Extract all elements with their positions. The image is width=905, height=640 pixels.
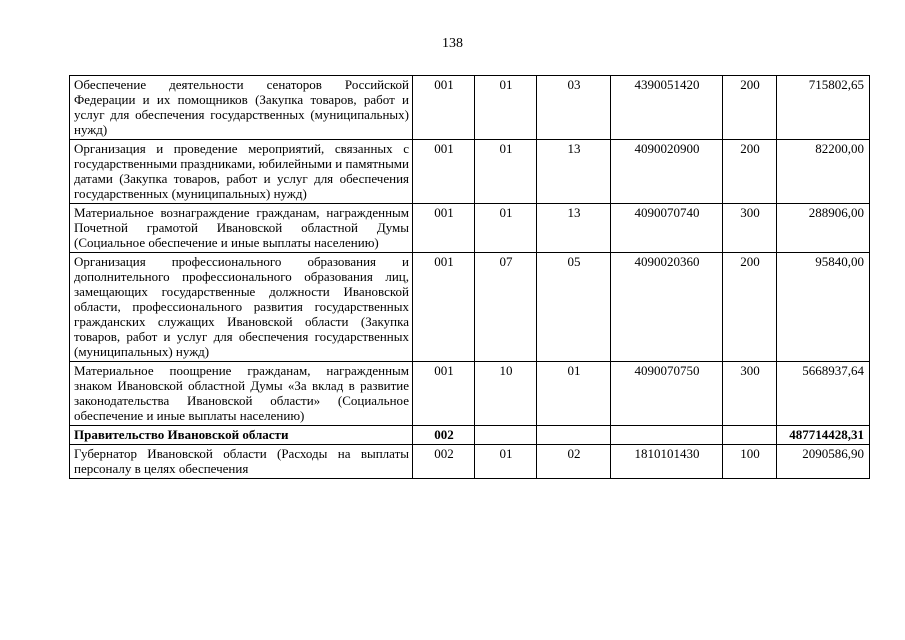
- subsection-code: 13: [537, 204, 611, 253]
- expense-name: Организация и проведение мероприятий, связанных с государственными праздниками, юбилейными и памятными датами (Закупка товаров, работ и услуг для обеспечения государственных (муниципальных) нужд): [70, 140, 413, 204]
- expense-name: Обеспечение деятельности сенаторов Российской Федерации и их помощников (Закупка товаров, работ и услуг для обеспечения государственных (муниципальных) нужд): [70, 76, 413, 140]
- section-code: 01: [475, 445, 537, 479]
- expense-name: Правительство Ивановской области: [70, 426, 413, 445]
- table-row-total: [70, 426, 870, 445]
- expense-type-code: 200: [723, 140, 777, 204]
- admin-code: 001: [413, 253, 475, 362]
- admin-code: 001: [413, 362, 475, 426]
- admin-code: 001: [413, 140, 475, 204]
- admin-code: 001: [413, 204, 475, 253]
- table-row: [70, 253, 870, 362]
- expense-type-code: 300: [723, 204, 777, 253]
- admin-code: 001: [413, 76, 475, 140]
- amount: 95840,00: [777, 253, 870, 362]
- admin-code: 002: [413, 445, 475, 479]
- amount: 2090586,90: [777, 445, 870, 479]
- expense-type-code: 200: [723, 76, 777, 140]
- subsection-code: 02: [537, 445, 611, 479]
- page-number: 138: [442, 36, 463, 51]
- subsection-code: 01: [537, 362, 611, 426]
- target-article-code: 1810101430: [611, 445, 723, 479]
- budget-table: [69, 75, 870, 479]
- amount: 82200,00: [777, 140, 870, 204]
- target-article-code: 4390051420: [611, 76, 723, 140]
- amount: 288906,00: [777, 204, 870, 253]
- section-code: 01: [475, 204, 537, 253]
- table-row: [70, 204, 870, 253]
- target-article-code: 4090020360: [611, 253, 723, 362]
- section-code: 01: [475, 140, 537, 204]
- table-row: [70, 362, 870, 426]
- section-code: 01: [475, 76, 537, 140]
- amount: 5668937,64: [777, 362, 870, 426]
- expense-type-code: 300: [723, 362, 777, 426]
- section-code: [475, 426, 537, 445]
- expense-name: Губернатор Ивановской области (Расходы на выплаты персоналу в целях обеспечения: [70, 445, 413, 479]
- amount: 715802,65: [777, 76, 870, 140]
- target-article-code: 4090070750: [611, 362, 723, 426]
- section-code: 10: [475, 362, 537, 426]
- expense-name: Материальное поощрение гражданам, награжденным знаком Ивановской областной Думы «За вклад в развитие законодательства Ивановской области» (Социальное обеспечение и иные выплаты населению): [70, 362, 413, 426]
- section-code: 07: [475, 253, 537, 362]
- table-row: [70, 445, 870, 479]
- expense-type-code: [723, 426, 777, 445]
- subsection-code: 05: [537, 253, 611, 362]
- expense-name: Материальное вознаграждение гражданам, награжденным Почетной грамотой Ивановской областной Думы (Социальное обеспечение и иные выплаты населению): [70, 204, 413, 253]
- subsection-code: 03: [537, 76, 611, 140]
- expense-type-code: 100: [723, 445, 777, 479]
- expense-type-code: 200: [723, 253, 777, 362]
- subsection-code: [537, 426, 611, 445]
- table-row: [70, 76, 870, 140]
- subsection-code: 13: [537, 140, 611, 204]
- target-article-code: 4090070740: [611, 204, 723, 253]
- table-row: [70, 140, 870, 204]
- amount: 487714428,31: [777, 426, 870, 445]
- target-article-code: [611, 426, 723, 445]
- target-article-code: 4090020900: [611, 140, 723, 204]
- admin-code: 002: [413, 426, 475, 445]
- expense-name: Организация профессионального образования и дополнительного профессионального образования лиц, замещающих государственные должности Ивановской области, профессионального развития государственных гражданских служащих Ивановской области (Закупка товаров, работ и услуг для обеспечения государственных (муниципальных) нужд): [70, 253, 413, 362]
